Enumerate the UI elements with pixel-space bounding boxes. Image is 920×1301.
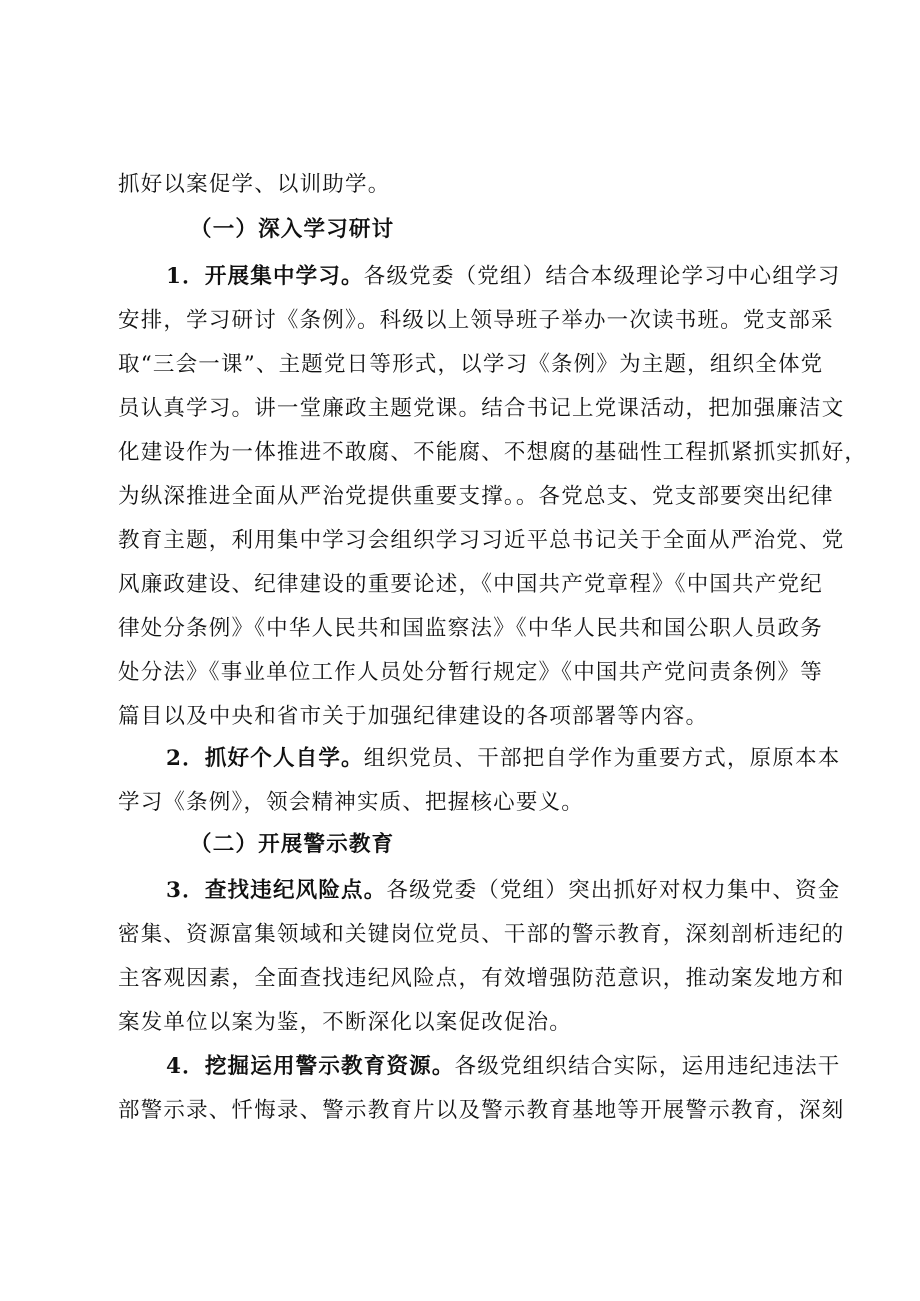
- item-label: 3．查找违纪风险点。: [166, 878, 387, 903]
- paragraph-line: 密集、资源富集领域和关键岗位党员、干部的警示教育，深刻剖析违纪的: [118, 922, 845, 947]
- section-heading-1: （一）深入学习研讨: [190, 217, 395, 242]
- paragraph-line: [166, 876, 841, 906]
- paragraph-line: [166, 262, 841, 292]
- paragraph-line: 教育主题，利用集中学习会组织学习习近平总书记关于全面从严治党、党: [118, 528, 845, 553]
- item-label: 1．开展集中学习。: [166, 264, 364, 289]
- item-text: 各级党组织结合实际，运用违纪违法干: [454, 1054, 841, 1079]
- paragraph-line: 学习《条例》，领会精神实质、把握核心要义。: [118, 790, 584, 815]
- item-text: 各级党委（党组）突出抓好对权力集中、资金: [386, 878, 841, 903]
- paragraph-line: 化建设作为一体推进不敢腐、不能腐、不想腐的基础性工程抓紧抓实抓好，: [118, 440, 868, 465]
- item-text: 各级党委（党组）结合本级理论学习中心组学习: [363, 264, 841, 289]
- item-label: 4．挖掘运用警示教育资源。: [166, 1054, 455, 1079]
- paragraph-line: 取“三会一课”、主题党日等形式，以学习《条例》为主题，组织全体党: [118, 352, 824, 377]
- paragraph-line: [166, 1052, 841, 1082]
- paragraph-line: 律处分条例》《中华人民共和国监察法》《中华人民共和国公职人员政务: [118, 616, 823, 641]
- intro-line: 抓好以案促学、以训助学。: [118, 172, 391, 197]
- paragraph-line: 安排，学习研讨《条例》。科级以上领导班子举办一次读书班。党支部采: [118, 308, 834, 333]
- paragraph-line: 主客观因素，全面查找违纪风险点，有效增强防范意识，推动案发地方和: [118, 966, 845, 991]
- paragraph-line: 为纵深推进全面从严治党提供重要支撑。。各党总支、党支部要突出纪律: [118, 484, 834, 509]
- paragraph-line: 部警示录、忏悔录、警示教育片以及警示教育基地等开展警示教育，深刻: [118, 1098, 845, 1123]
- section-heading-2: （二）开展警示教育: [190, 832, 395, 857]
- paragraph-line: 篇目以及中央和省市关于加强纪律建设的各项部署等内容。: [118, 704, 709, 729]
- item-text: 组织党员、干部把自学作为重要方式，原原本本: [363, 746, 841, 771]
- paragraph-line: 案发单位以案为鉴，不断深化以案促改促治。: [118, 1010, 573, 1035]
- paragraph-line: 员认真学习。讲一堂廉政主题党课。结合书记上党课活动，把加强廉洁文: [118, 396, 845, 421]
- paragraph-line: 处分法》《事业单位工作人员处分暂行规定》《中国共产党问责条例》等: [118, 660, 823, 685]
- paragraph-line: 风廉政建设、纪律建设的重要论述，《中国共产党章程》《中国共产党纪: [118, 572, 823, 597]
- item-label: 2．抓好个人自学。: [166, 746, 364, 771]
- paragraph-line: [166, 744, 841, 774]
